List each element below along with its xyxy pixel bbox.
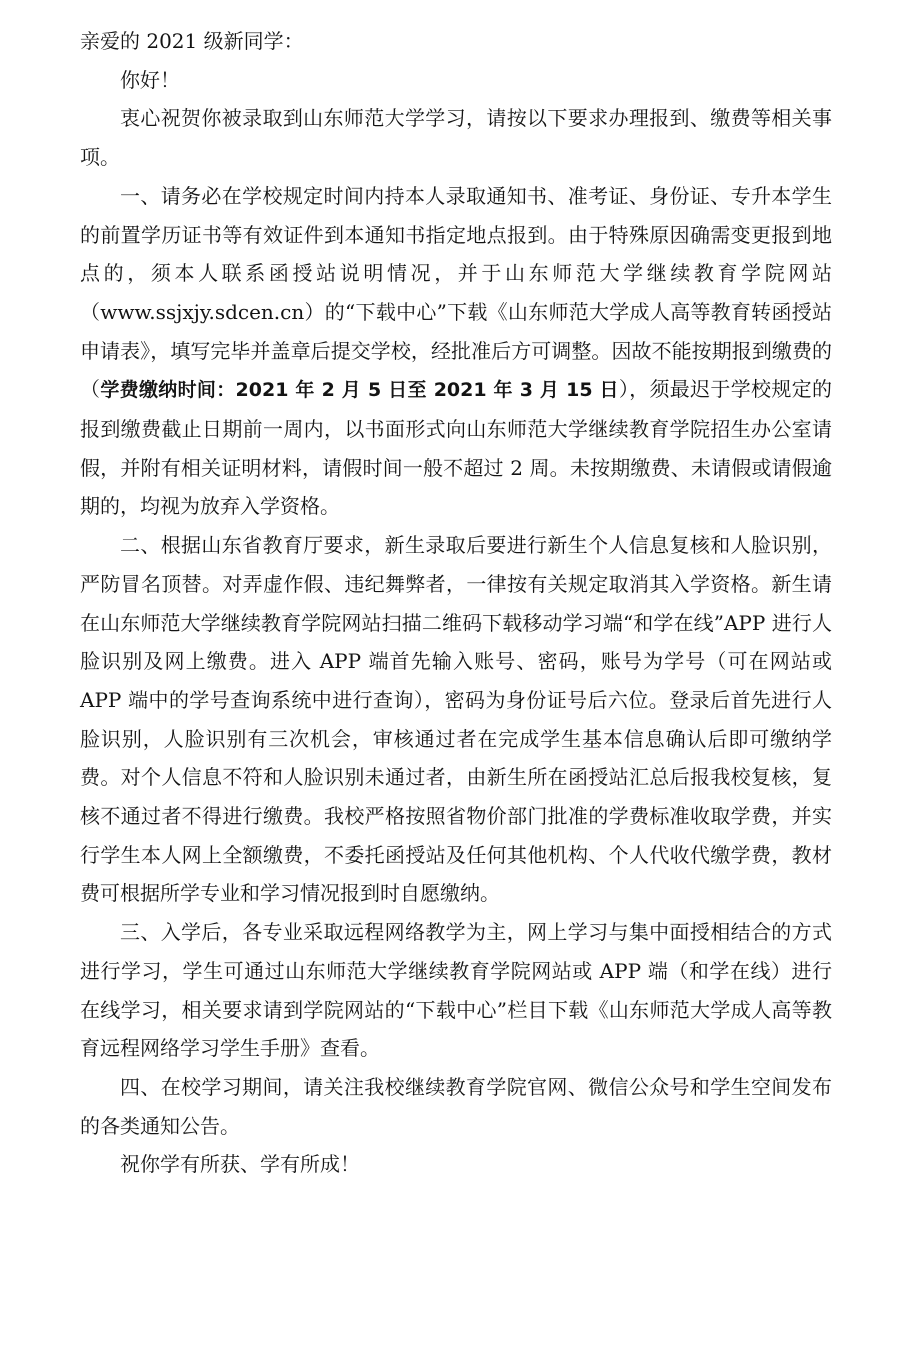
closing-wish: 祝你学有所获、学有所成！ [120, 1152, 360, 1177]
section-2-paragraph: 二、根据山东省教育厅要求，新生录取后要进行新生个人信息复核和人脸识别，严防冒名顶替。对弄虚作假、违纪舞弊者，一律按有关规定取消其入学资格。新生请在山东师范大学继续教育学院网站扫描二维码下载移动学习端“和学在线”APP 进行人脸识别及网上缴费。进入 APP 端首先输入账号、密码，账号为学号（可在网站或 APP 端中的学号查询系统中进行查询），密码为身份证号后六位。登录后首先进行人脸识别，人脸识别有三次机会，审核通过者在完成学生基本信息确认后即可缴纳学费。对个人信息不符和人脸识别未通过者，由新生所在函授站汇总后报我校复核，复核不通过者不得进行缴费。我校严格按照省物价部门批准的学费标准收取学费，并实行学生本人网上全额缴费，不委托函授站及任何其他机构、个人代收代缴学费，教材费可根据所学专业和学习情况报到时自愿缴纳。 [80, 533, 832, 906]
section-1-text-b: ），须最迟于学校规定的报到缴费截止日期前一周内，以书面形式向山东师范大学继续教育学院招生办公室请假，并附有相关证明材料，请假时间一般不超过 2 周。未按期缴费、未请假或请假逾期的，均视为放弃入学资格。 [80, 377, 832, 519]
section-3-paragraph: 三、入学后，各专业采取远程网络教学为主，网上学习与集中面授相结合的方式进行学习，学生可通过山东师范大学继续教育学院网站或 APP 端（和学在线）进行在线学习，相关要求请到学院网站的“下载中心”栏目下载《山东师范大学成人高等教育远程网络学习学生手册》查看。 [80, 920, 832, 1061]
section-1-paragraph [80, 177, 832, 526]
section-4-paragraph: 四、在校学习期间，请关注我校继续教育学院官网、微信公众号和学生空间发布的各类通知公告。 [80, 1074, 832, 1138]
salutation: 亲爱的 2021 级新同学： [80, 29, 304, 53]
section-1-text-a: 一、请务必在学校规定时间内持本人录取通知书、准考证、身份证、专升本学生的前置学历证书等有效证件到本通知书指定地点报到。由于特殊原因确需变更报到地点的，须本人联系函授站说明情况，并于山东师范大学继续教育学院网站（www.ssjxjy.sdcen.cn）的“下载中心”下载《山东师范大学成人高等教育转函授站申请表》，填写完毕并盖章后提交学校，经批准后方可调整。因故不能按期报到缴费的（ [80, 183, 832, 402]
greeting: 你好！ [120, 67, 180, 92]
notice-document [80, 22, 832, 1184]
intro-paragraph: 衷心祝贺你被录取到山东师范大学学习，请按以下要求办理报到、缴费等相关事项。 [80, 106, 832, 170]
tuition-payment-period: 学费缴纳时间：2021 年 2 月 5 日至 2021 年 3 月 15 日 [100, 379, 619, 402]
